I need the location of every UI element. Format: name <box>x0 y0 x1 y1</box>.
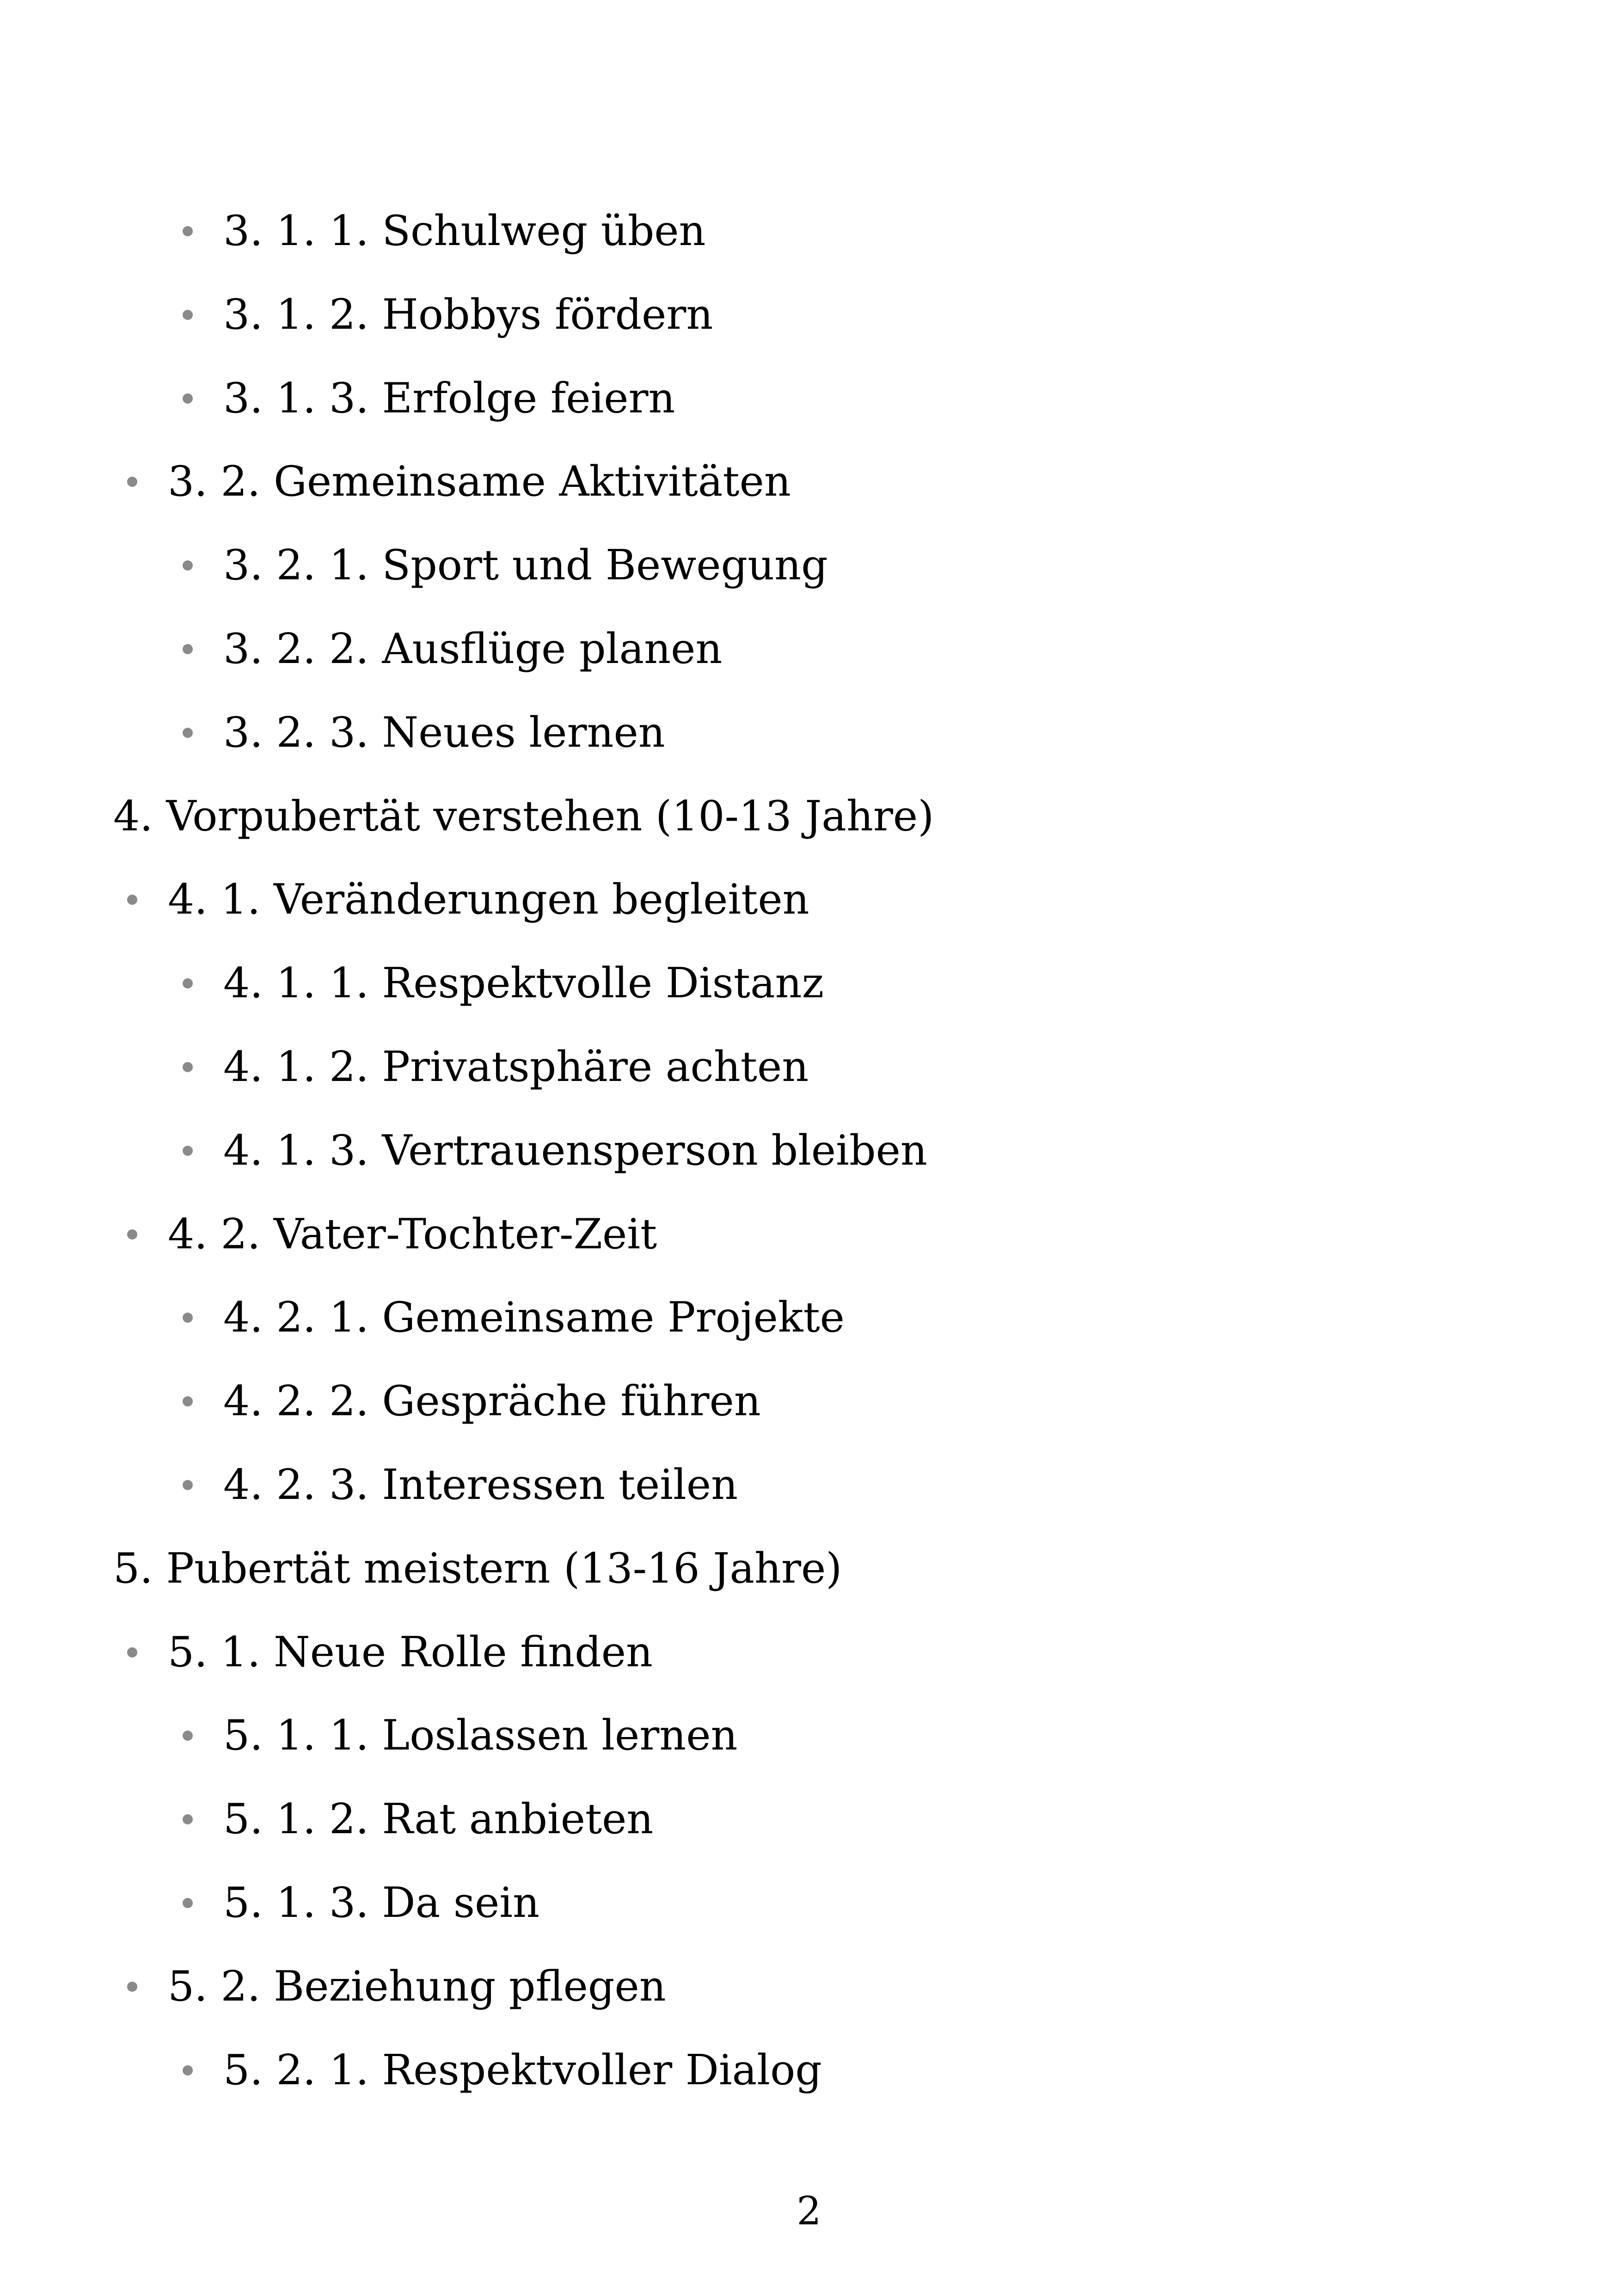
toc-list-item <box>127 440 791 523</box>
bullet-icon <box>183 1731 193 1741</box>
toc-list-item <box>183 1861 539 1945</box>
toc-list-item <box>183 1443 738 1527</box>
toc-entry-label: 3. 2. 3. Neues lernen <box>223 708 665 757</box>
toc-entry-label: 3. 2. 2. Ausflüge planen <box>223 625 723 673</box>
bullet-icon <box>183 978 193 988</box>
toc-chapter-item <box>113 1527 842 1610</box>
bullet-icon <box>127 895 137 905</box>
toc-entry-label: 4. 2. 1. Gemeinsame Projekte <box>223 1293 845 1342</box>
bullet-icon <box>183 560 193 571</box>
toc-list-item <box>183 1694 737 1777</box>
bullet-icon <box>127 477 137 487</box>
toc-list-item <box>183 190 706 273</box>
toc-list-item <box>183 1025 809 1109</box>
bullet-icon <box>183 1396 193 1406</box>
toc-entry-label: 4. 2. Vater-Tochter-Zeit <box>168 1210 657 1259</box>
bullet-icon <box>183 2065 193 2075</box>
bullet-icon <box>183 1313 193 1323</box>
toc-entry-label: 4. 1. Veränderungen begleiten <box>168 875 809 924</box>
bullet-icon <box>183 226 193 236</box>
page-number: 2 <box>797 2188 821 2234</box>
toc-list-item <box>183 608 722 691</box>
toc-list-item <box>183 691 665 774</box>
bullet-icon <box>183 393 193 404</box>
toc-entry-label: 3. 2. Gemeinsame Aktivitäten <box>168 457 791 506</box>
toc-list-item <box>183 524 828 607</box>
bullet-icon <box>127 1647 137 1658</box>
bullet-icon <box>183 1146 193 1156</box>
toc-list-item <box>183 942 824 1025</box>
toc-entry-label: 3. 1. 1. Schulweg üben <box>223 207 706 255</box>
toc-entry-label: 4. Vorpubertät verstehen (10-13 Jahre) <box>113 792 934 841</box>
bullet-icon <box>183 1062 193 1072</box>
toc-list-item <box>127 1193 657 1276</box>
toc-chapter-item <box>113 775 934 858</box>
bullet-icon <box>127 1982 137 1992</box>
toc-entry-label: 5. 2. 1. Respektvoller Dialog <box>223 2046 822 2094</box>
toc-entry-label: 5. Pubertät meistern (13-16 Jahre) <box>113 1544 842 1593</box>
toc-list-item <box>183 1360 761 1443</box>
bullet-icon <box>127 1229 137 1240</box>
bullet-icon <box>183 728 193 738</box>
toc-entry-label: 4. 1. 1. Respektvolle Distanz <box>223 959 824 1007</box>
toc-entry-label: 5. 1. 2. Rat anbieten <box>223 1795 654 1843</box>
toc-entry-label: 3. 1. 2. Hobbys fördern <box>223 290 713 339</box>
toc-list-item <box>183 357 675 440</box>
toc-entry-label: 3. 2. 1. Sport und Bewegung <box>223 541 828 589</box>
toc-entry-label: 4. 1. 3. Vertrauensperson bleiben <box>223 1126 927 1175</box>
toc-entry-label: 3. 1. 3. Erfolge feiern <box>223 374 675 423</box>
bullet-icon <box>183 310 193 320</box>
toc-list-item <box>127 1611 653 1694</box>
bullet-icon <box>183 1480 193 1490</box>
bullet-icon <box>183 1898 193 1908</box>
toc-list-item <box>183 2029 822 2112</box>
toc-entry-label: 4. 2. 2. Gespräche führen <box>223 1377 761 1425</box>
toc-entry-label: 4. 1. 2. Privatsphäre achten <box>223 1043 809 1091</box>
toc-list-item <box>183 273 713 356</box>
toc-list-item <box>127 858 809 941</box>
bullet-icon <box>183 1814 193 1824</box>
toc-list-item <box>183 1276 845 1359</box>
toc-entry-label: 5. 1. Neue Rolle finden <box>168 1628 653 1676</box>
toc-list-item <box>127 1945 666 2028</box>
toc-list-item <box>183 1109 927 1192</box>
bullet-icon <box>183 644 193 654</box>
toc-entry-label: 5. 1. 1. Loslassen lernen <box>223 1711 738 1760</box>
toc-entry-label: 4. 2. 3. Interessen teilen <box>223 1461 738 1509</box>
toc-entry-label: 5. 1. 3. Da sein <box>223 1879 540 1927</box>
toc-entry-label: 5. 2. Beziehung pflegen <box>168 1962 666 2011</box>
toc-list-item <box>183 1778 653 1861</box>
